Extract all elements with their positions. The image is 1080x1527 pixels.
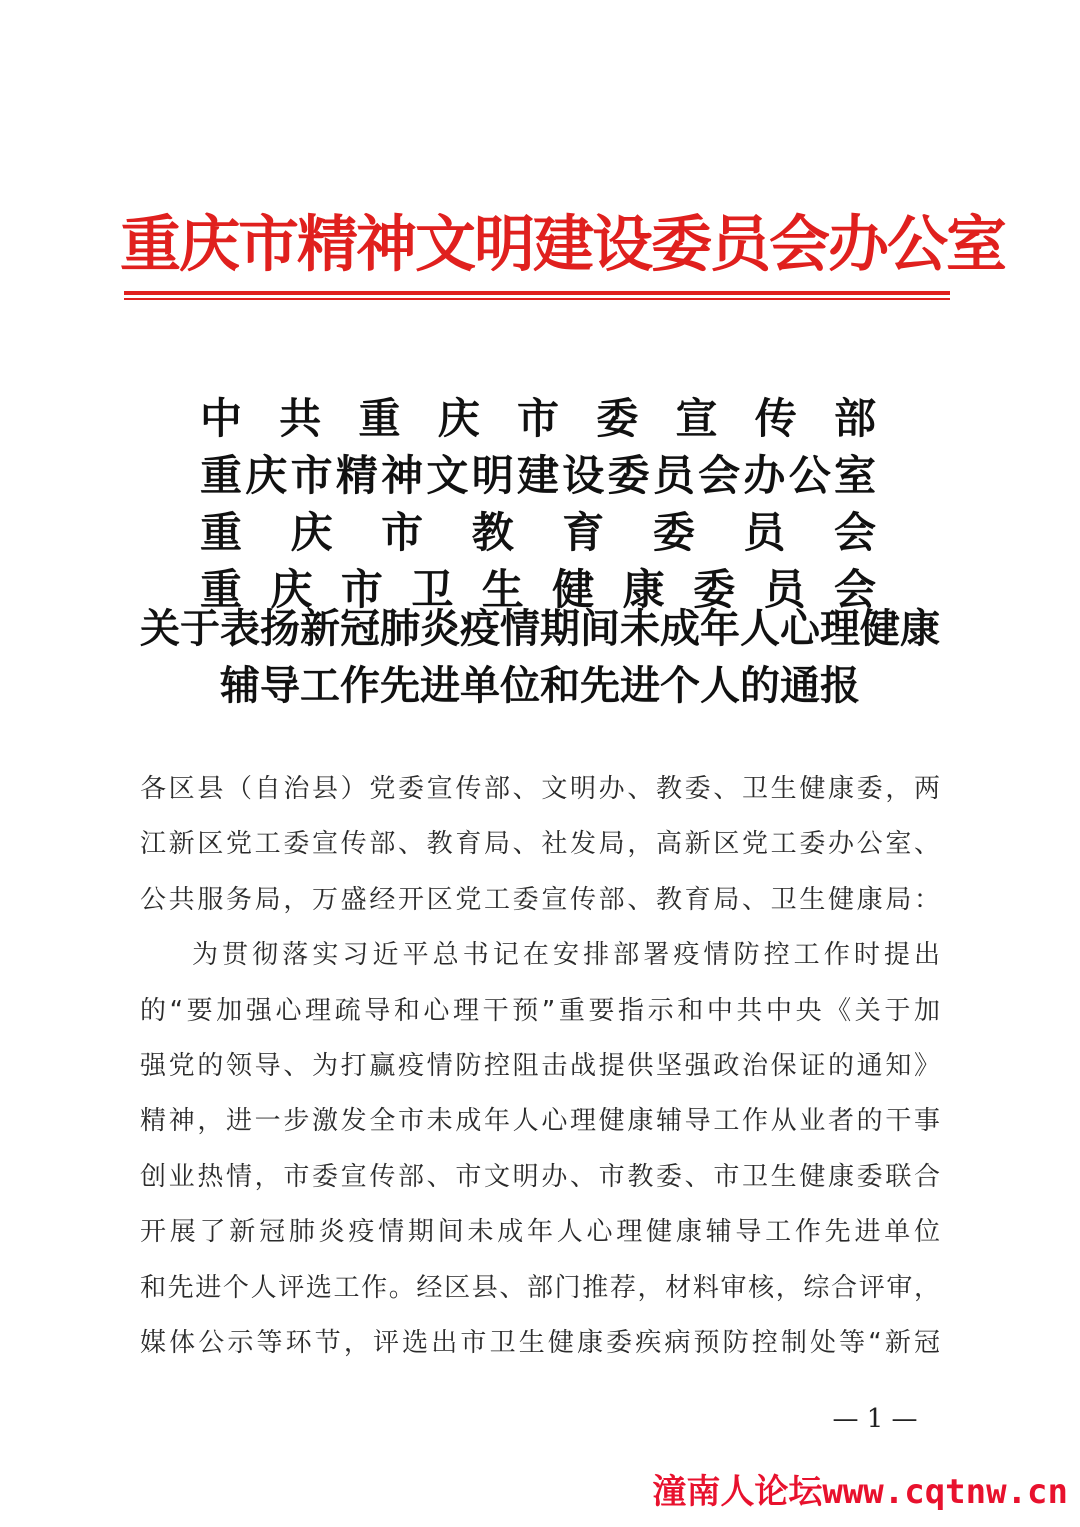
page-number: — 1 — xyxy=(832,1404,918,1434)
issuer-line: 重 庆 市 卫 生 健 康 委 员 会 xyxy=(200,565,876,614)
issuer-line: 中 共 重 庆 市 委 宣 传 部 xyxy=(200,394,876,443)
issuing-departments xyxy=(200,390,876,618)
body-line: 江新区党工委宣传部、教育局、社发局，高新区党工委办公室、 xyxy=(140,829,940,860)
body-line: 为贯彻落实习近平总书记在安排部署疫情防控工作时提出 xyxy=(192,940,940,971)
body-line: 创业热情，市委宣传部、市文明办、市教委、市卫生健康委联合 xyxy=(140,1161,940,1192)
body-line: 各区县（自治县）党委宣传部、文明办、教委、卫生健康委，两 xyxy=(140,774,940,804)
letterhead-red-rule-thin xyxy=(124,298,950,300)
body-line: 公共服务局，万盛经开区党工委宣传部、教育局、卫生健康局： xyxy=(140,884,940,915)
document-title xyxy=(128,600,952,714)
letterhead-red-rule-thick xyxy=(124,291,950,295)
body-line: 开展了新冠肺炎疫情期间未成年人心理健康辅导工作先进单位 xyxy=(140,1217,940,1248)
body-line: 和先进个人评选工作。经区县、部门推荐，材料审核，综合评审， xyxy=(140,1272,940,1303)
title-line: 关于表扬新冠肺炎疫情期间未成年人心理健康 xyxy=(140,605,940,652)
body-line: 强党的领导、为打赢疫情防控阻击战提供坚强政治保证的通知》 xyxy=(140,1050,940,1081)
body-line: 媒体公示等环节，评选出市卫生健康委疾病预防控制处等“新冠 xyxy=(140,1327,940,1358)
body-line: 精神，进一步激发全市未成年人心理健康辅导工作从业者的干事 xyxy=(140,1106,940,1137)
document-body xyxy=(140,762,940,1371)
title-line: 辅导工作先进单位和先进个人的通报 xyxy=(220,662,860,709)
issuer-line: 重 庆 市 教 育 委 员 会 xyxy=(200,508,876,557)
letterhead-title: 重庆市精神文明建设委员会办公室 xyxy=(120,209,1006,280)
issuer-line: 重庆市精神文明建设委员会办公室 xyxy=(200,451,876,500)
body-line: 的“要加强心理疏导和心理干预”重要指示和中共中央《关于加 xyxy=(140,995,940,1026)
site-watermark: 潼南人论坛www.cqtnw.cn xyxy=(652,1472,1068,1512)
